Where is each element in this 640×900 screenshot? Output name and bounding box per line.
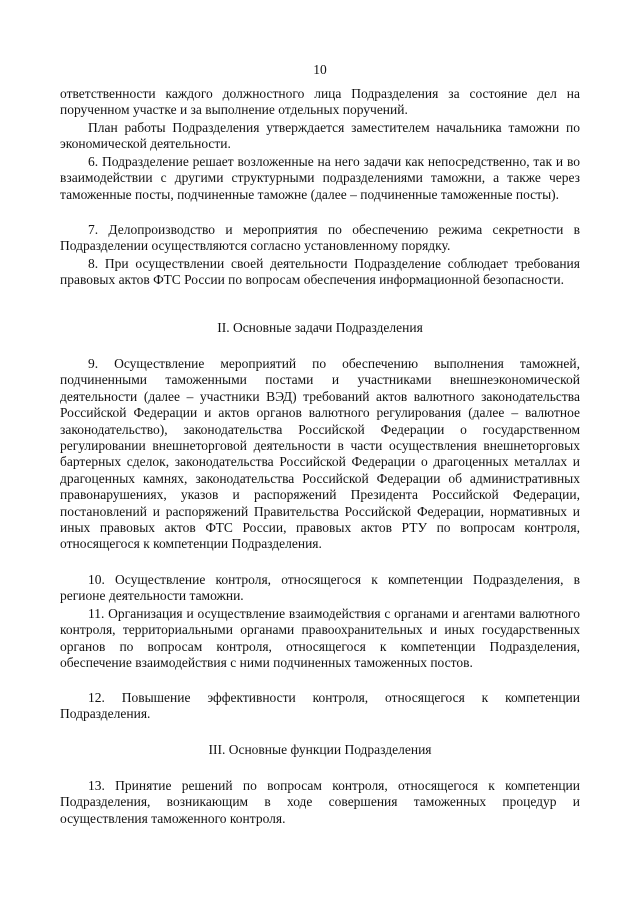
section-heading-2: II. Основные задачи Подразделения	[217, 320, 423, 335]
paragraph-6: 6. Подразделение решает возложенные на него задачи как непосредственно, так и во взаимодействии с другими структурными подразделениями таможни, а также через таможенные посты, подчиненные таможне (далее – подчиненные таможенные посты).	[60, 154, 580, 202]
section-heading-3: III. Основные функции Подразделения	[208, 742, 432, 757]
paragraph-10: 10. Осуществление контроля, относящегося к компетенции Подразделения, в регионе деятельности таможни.	[60, 572, 580, 604]
page-number: 10	[313, 62, 327, 77]
paragraph-12: 12. Повышение эффективности контроля, относящегося к компетенции Подразделения.	[60, 690, 580, 722]
paragraph-13: 13. Принятие решений по вопросам контроля, относящегося к компетенции Подразделения, возникающим в ходе совершения таможенных процедур и осуществления таможенного контроля.	[60, 778, 580, 826]
paragraph-8: 8. При осуществлении своей деятельности Подразделение соблюдает требования правовых актов ФТС России по вопросам обеспечения информационной безопасности.	[60, 256, 580, 288]
paragraph-11: 11. Организация и осуществление взаимодействия с органами и агентами валютного контроля, территориальными органами правоохранительных и иных государственных органов по вопросам контроля, относящегося к компетенции Подразделения, обеспечение взаимодействия с ними подчиненных таможенных постов.	[60, 606, 580, 671]
paragraph-9: 9. Осуществление мероприятий по обеспечению выполнения таможней, подчиненными таможенными постами и участниками внешнеэкономической деятельности (далее – участники ВЭД) требований актов валютного законодательства Российской Федерации и актов органов валютного регулирования (далее – валютное законодательство), законодательства Российской Федерации о государственном регулировании внешнеторговой деятельности в части осуществления внешнеторговых бартерных сделок, законодательства Российской Федерации о драгоценных металлах и драгоценных камнях, законодательства Российской Федерации об административных правонарушениях, указов и распоряжений Президента Российской Федерации, постановлений и распоряжений Правительства Российской Федерации, нормативных и иных правовых актов ФТС России, правовых актов РТУ по вопросам контроля, относящегося к компетенции Подразделения.	[60, 356, 580, 552]
paragraph-work-plan: План работы Подразделения утверждается заместителем начальника таможни по экономической деятельности.	[60, 120, 580, 152]
paragraph-7: 7. Делопроизводство и мероприятия по обеспечению режима секретности в Подразделении осуществляются согласно установленному порядку.	[60, 222, 580, 254]
paragraph-continuation: ответственности каждого должностного лица Подразделения за состояние дел на порученном участке и за выполнение отдельных поручений.	[60, 86, 580, 118]
